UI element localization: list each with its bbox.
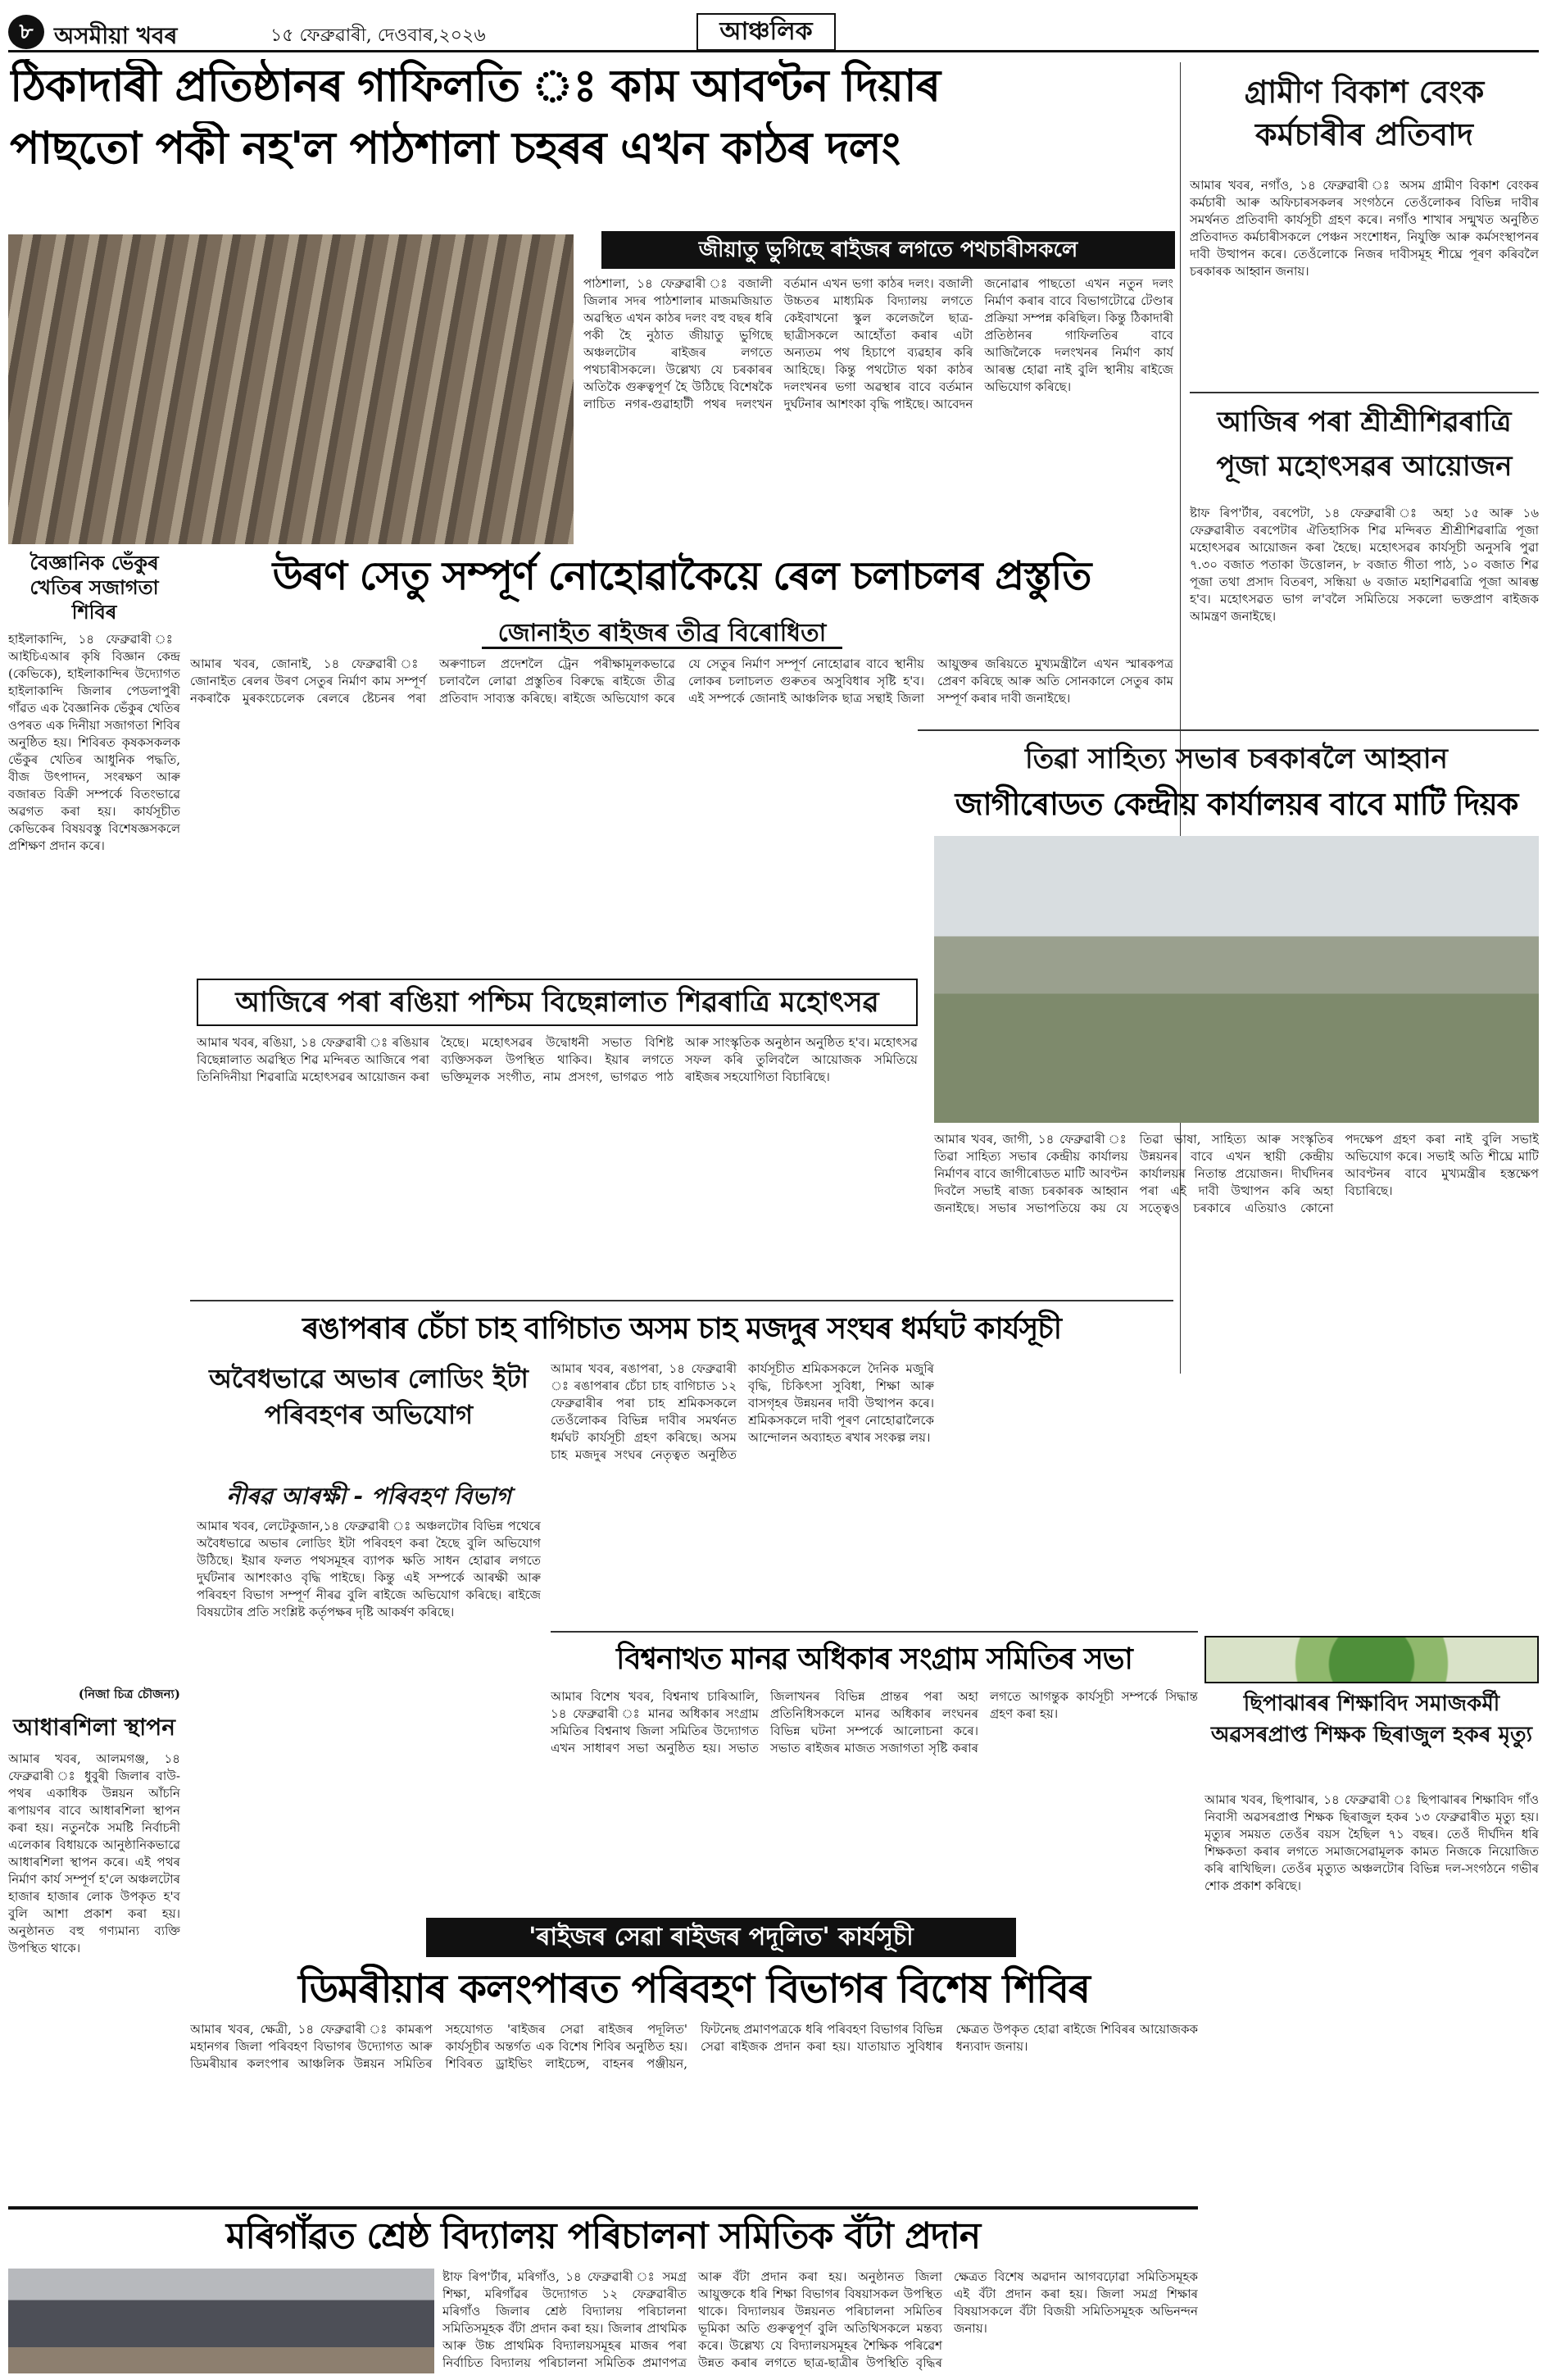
lead-body: পাঠশালা, ১৪ ফেব্ৰুৱাৰী ঃ বজালী জিলাৰ সদৰ পাঠশালাৰ মাজমজিয়াত অৱস্থিত এখন কাঠৰ দলং বহু বছৰ ধৰি পকী হৈ নুঠাত জীয়াতু ভুগিছে অঞ্চলটোৰ ৰাইজৰ লগতে পথচাৰীসকলে। উল্লেখ্য যে চৰকাৰৰ অতিকৈ গুৰুত্বপূৰ্ণ হৈ উঠিছে বিশেষকৈ লাচিত নগৰ-গুৱাহাটী পথৰ দলংখন বৰ্তমান এখন ভগা কাঠৰ দলং। বজালী উচ্চতৰ মাধ্যমিক বিদ্যালয় লগতে কেইবাখনো স্কুল কলেজলৈ ছাত্ৰ-ছাত্ৰীসকলে আহোঁতা কৰাৰ এটা অন্যতম পথ হিচাপে ব্যৱহাৰ কৰি আহিছে। কিন্তু পথটোত থকা কাঠৰ দলংখনৰ ভগা অৱস্থাৰ বাবে বৰ্তমান দুৰ্ঘটনাৰ আশংকা বৃদ্ধি পাইছে। আবেদন জনোৱাৰ পাছতো এখন নতুন দলং নিৰ্মাণ কৰাৰ বাবে বিভাগটোৱে টেণ্ডাৰ প্ৰক্ৰিয়া সম্পন্ন কৰিছিল। কিন্তু ঠিকাদাৰী প্ৰতিষ্ঠানৰ গাফিলতিৰ বাবে আজিলৈকে দলংখনৰ নিৰ্মাণ কাৰ্য আৰম্ভ হোৱা নাই বুলি স্থানীয় ৰাইজে অভিযোগ কৰিছে।: [583, 276, 1173, 411]
programme-headline: ডিমৰীয়াৰ কলংপাৰত পৰিবহণ বিভাগৰ বিশেষ শিবিৰ: [298, 1966, 1090, 2012]
lead-photo-wooden-bridge: [8, 234, 574, 544]
tiwa-photo-land: [934, 836, 1539, 1123]
overload-subheadline: নীৰৱ আৰক্ষী - পৰিবহণ বিভাগ: [226, 1483, 511, 1510]
bridge-body: আমাৰ খবৰ, জোনাই, ১৪ ফেব্ৰুৱাৰী ঃ জোনাইত ৰেলৰ উৰণ সেতুৰ নিৰ্মাণ কাম সম্পূৰ্ণ নকৰাকৈ মুৰকংচেলেক ৰেলৰে ষ্টেচনৰ পৰা অৰুণাচল প্ৰদেশলৈ ট্ৰেন পৰীক্ষামূলকভাৱে চলাবলৈ লোৱা প্ৰস্তুতিৰ বিৰুদ্ধে ৰাইজে তীব্ৰ প্ৰতিবাদ সাব্যস্ত কৰিছে। ৰাইজে অভিযোগ কৰে যে সেতুৰ নিৰ্মাণ সম্পূৰ্ণ নোহোৱাৰ বাবে স্থানীয় লোকৰ চলাচলত গুৰুতৰ অসুবিধাৰ সৃষ্টি হ'ব। এই সম্পৰ্কে জোনাই আঞ্চলিক ছাত্ৰ সন্থাই জিলা আয়ুক্তৰ জৰিয়তে মুখ্যমন্ত্ৰীলৈ এখন স্মাৰকপত্ৰ প্ৰেৰণ কৰিছে আৰু অতি সোনকালে সেতুৰ কাম সম্পূৰ্ণ কৰাৰ দাবী জনাইছে।: [190, 656, 1173, 706]
tea-headline: ৰঙাপৰাৰ চেঁচা চাহ বাগিচাত অসম চাহ মজদুৰ সংঘৰ ধৰ্মঘট কাৰ্যসূচী: [302, 1312, 1062, 1346]
overload-headline: অবৈধভাৱে অভাৰ লোডিং ইটা পৰিবহণৰ অভিযোগ: [209, 1363, 529, 1430]
divider: [1190, 392, 1539, 393]
obituary-body: আমাৰ খবৰ, ছিপাঝাৰ, ১৪ ফেব্ৰুৱাৰী ঃ ছিপাঝাৰৰ শিক্ষাবিদ গাঁও নিবাসী অৱসৰপ্ৰাপ্ত শিক্ষক ছিৰাজুল হকৰ ১৩ ফেব্ৰুৱাৰীত মৃত্যু হয়। মৃত্যুৰ সময়ত তেওঁৰ বয়স হৈছিল ৭১ বছৰ। তেওঁ দীৰ্ঘদিন ধৰি শিক্ষকতা কৰাৰ লগতে সমাজসেৱামূলক কামত নিজকে নিয়োজিত কৰি ৰাখিছিল। তেওঁৰ মৃত্যুত অঞ্চলটোৰ বিভিন্ন দল-সংগঠনে গভীৰ শোক প্ৰকাশ কৰিছে।: [1204, 1792, 1539, 1893]
lead-subheadline: জীয়াতু ভুগিছে ৰাইজৰ লগতে পথচাৰীসকলে: [601, 231, 1175, 269]
overload-body: আমাৰ খবৰ, লেটেকুজান,১৪ ফেব্ৰুৱাৰী ঃ অঞ্চলটোৰ বিভিন্ন পথেৰে অবৈধভাৱে অভাৰ লোডিং ইটা পৰিবহণ কৰা হৈছে বুলি অভিযোগ উঠিছে। ইয়াৰ ফলত পথসমূহৰ ব্যাপক ক্ষতি সাধন হোৱাৰ লগতে দুৰ্ঘটনাৰ আশংকাও বৃদ্ধি পাইছে। কিন্তু এই সম্পৰ্কে আৰক্ষী আৰু পৰিবহণ বিভাগ সম্পূৰ্ণ নীৰৱ বুলি ৰাইজে অভিযোগ কৰিছে। ৰাইজে বিষয়টোৰ প্ৰতি সংশ্লিষ্ট কৰ্তৃপক্ষৰ দৃষ্টি আকৰ্ষণ কৰিছে।: [197, 1519, 541, 1619]
tiwa-headline-2: জাগীৰোডত কেন্দ্ৰীয় কাৰ্যালয়ৰ বাবে মাটি দিয়ক: [955, 786, 1518, 822]
rangia-headline-box: [197, 979, 918, 1026]
photo-credit: (নিজা চিত্ৰ চৌজন্য): [78, 1687, 180, 1701]
obituary-photo: [1206, 1637, 1537, 1682]
rural-bank-headline: গ্ৰামীণ বিকাশ বেংক কৰ্মচাৰীৰ প্ৰতিবাদ: [1244, 74, 1485, 152]
programme-banner: 'ৰাইজৰ সেৱা ৰাইজৰ পদূলিত' কাৰ্যসূচী: [426, 1918, 1016, 1957]
shivratri-body: ষ্টাফ ৰিপ'ৰ্টাৰ, বৰপেটা, ১৪ ফেব্ৰুৱাৰী ঃ অহা ১৫ আৰু ১৬ ফেব্ৰুৱাৰীত বৰপেটাৰ ঐতিহাসিক শিৱ মন্দিৰত শ্ৰীশ্ৰীশিৱৰাত্ৰি পূজা মহোৎসৱৰ আয়োজন কৰা হৈছে। মহোৎসৱৰ কাৰ্যসূচী অনুসৰি পুৱা ৭.৩০ বজাত পতাকা উত্তোলন, ৮ বজাত গীতা পাঠ, ১০ বজাত শিৱ পূজা তথা প্ৰসাদ বিতৰণ, সন্ধিয়া ৬ বজাত মহাশিৱৰাত্ৰি পূজা আৰম্ভ হ'ব। মহোৎসৱত ভাগ ল'বলৈ সমিতিয়ে সকলো ভক্তপ্ৰাণ ৰাইজক আমন্ত্ৰণ জনাইছে।: [1190, 506, 1539, 624]
divider: [918, 729, 1539, 731]
morigaon-body: ষ্টাফ ৰিপ'ৰ্টাৰ, মৰিগাঁও, ১৪ ফেব্ৰুৱাৰী ঃ সমগ্ৰ শিক্ষা, মৰিগাঁৱৰ উদ্যোগত ১২ ফেব্ৰুৱাৰীত মৰিগাঁও জিলাৰ শ্ৰেষ্ঠ বিদ্যালয় পৰিচালনা সমিতিসমূহক বঁটা প্ৰদান কৰা হয়। জিলাৰ প্ৰাথমিক আৰু উচ্চ প্ৰাথমিক বিদ্যালয়সমূহৰ মাজৰ পৰা নিৰ্বাচিত বিদ্যালয় পৰিচালনা সমিতিক প্ৰমাণপত্ৰ আৰু বঁটা প্ৰদান কৰা হয়। অনুষ্ঠানত জিলা আয়ুক্তকে ধৰি শিক্ষা বিভাগৰ বিষয়াসকল উপস্থিত থাকে। বিদ্যালয়ৰ উন্নয়নত পৰিচালনা সমিতিৰ ভূমিকা অতি গুৰুত্বপূৰ্ণ বুলি অতিথিসকলে মন্তব্য কৰে। উল্লেখ্য যে বিদ্যালয়সমূহৰ শৈক্ষিক পৰিৱেশ উন্নত কৰাৰ লগতে ছাত্ৰ-ছাত্ৰীৰ উপস্থিতি বৃদ্ধিৰ ক্ষেত্ৰত বিশেষ অৱদান আগবঢ়োৱা সমিতিসমূহক এই বঁটা প্ৰদান কৰা হয়। জিলা সমগ্ৰ শিক্ষাৰ বিষয়াসকলে বঁটা বিজয়ী সমিতিসমূহক অভিনন্দন জনায়।: [442, 2269, 1198, 2370]
divider: [190, 1300, 1173, 1301]
scientific-headline: বৈজ্ঞানিক ভেঁকুৰ খেতিৰ সজাগতা শিবিৰ: [29, 552, 159, 624]
tea-body: আমাৰ খবৰ, ৰঙাপৰা, ১৪ ফেব্ৰুৱাৰী ঃ ৰঙাপৰাৰ চেঁচা চাহ বাগিচাত ১২ ফেব্ৰুৱাৰীৰ পৰা চাহ শ্ৰমিকসকলে তেওঁলোকৰ বিভিন্ন দাবীৰ সমৰ্থনত ধৰ্মঘট কাৰ্যসূচী গ্ৰহণ কৰিছে। অসম চাহ মজদুৰ সংঘৰ নেতৃত্বত অনুষ্ঠিত কাৰ্যসূচীত শ্ৰমিকসকলে দৈনিক মজুৰি বৃদ্ধি, চিকিৎসা সুবিধা, শিক্ষা আৰু বাসগৃহৰ উন্নয়নৰ দাবী উত্থাপন কৰে। শ্ৰমিকসকলে দাবী পূৰণ নোহোৱালৈকে আন্দোলন অব্যাহত ৰখাৰ সংকল্প লয়।: [551, 1361, 934, 1462]
masthead: [8, 11, 1539, 52]
divider: [551, 1631, 1198, 1633]
section-label: আঞ্চলিক: [696, 13, 836, 51]
rangia-body: আমাৰ খবৰ, ৰঙিয়া, ১৪ ফেব্ৰুৱাৰী ঃ ৰঙিয়াৰ বিছেন্নালাত অৱস্থিত শিৱ মন্দিৰত আজিৰে পৰা তিনিদিনীয়া শিৱৰাত্ৰি মহোৎসৱৰ আয়োজন কৰা হৈছে। মহোৎসৱৰ উদ্বোধনী সভাত বিশিষ্ট ব্যক্তিসকল উপস্থিত থাকিব। ইয়াৰ লগতে ভক্তিমূলক সংগীত, নাম প্ৰসংগ, ভাগৱত পাঠ আৰু সাংস্কৃতিক অনুষ্ঠান অনুষ্ঠিত হ'ব। মহোৎসৱ সফল কৰি তুলিবলৈ আয়োজক সমিতিয়ে ৰাইজৰ সহযোগিতা বিচাৰিছে।: [197, 1035, 918, 1084]
scientific-body: হাইলাকান্দি, ১৪ ফেব্ৰুৱাৰী ঃ আইচিএআৰ কৃষি বিজ্ঞান কেন্দ্ৰ (কেভিকে), হাইলাকান্দিৰ উদ্যোগত হাইলাকান্দি জিলাৰ পেডলাপুৰী গাঁৱত এক বৈজ্ঞানিক ভেঁকুৰ খেতিৰ ওপৰত এক দিনীয়া সজাগতা শিবিৰ অনুষ্ঠিত হয়। শিবিৰত কৃষকসকলক ভেঁকুৰ খেতিৰ আধুনিক পদ্ধতি, বীজ উৎপাদন, সংৰক্ষণ আৰু বজাৰত বিক্ৰী সম্পৰ্কে বিতংভাৱে অৱগত কৰা হয়। কাৰ্যসূচীত কেভিকেৰ বিষয়বস্তু বিশেষজ্ঞসকলে প্ৰশিক্ষণ প্ৰদান কৰে।: [8, 632, 180, 853]
morigaon-headline: মৰিগাঁৱত শ্ৰেষ্ঠ বিদ্যালয় পৰিচালনা সমিতিক বঁটা প্ৰদান: [225, 2215, 981, 2257]
obituary-headline: ছিপাঝাৰৰ শিক্ষাবিদ সমাজকৰ্মী অৱসৰপ্ৰাপ্ত শিক্ষক ছিৰাজুল হকৰ মৃত্যু: [1210, 1692, 1533, 1747]
divider: [8, 2206, 1198, 2210]
human-rights-body: আমাৰ বিশেষ খবৰ, বিশ্বনাথ চাৰিআলি, ১৪ ফেব্ৰুৱাৰী ঃ মানৱ অধিকাৰ সংগ্ৰাম সমিতিৰ বিশ্বনাথ জিলা সমিতিৰ উদ্যোগত এখন সাধাৰণ সভা অনুষ্ঠিত হয়। সভাত জিলাখনৰ বিভিন্ন প্ৰান্তৰ পৰা অহা প্ৰতিনিধিসকলে মানৱ অধিকাৰ লংঘনৰ বিভিন্ন ঘটনা সম্পৰ্কে আলোচনা কৰে। সভাত ৰাইজৰ মাজত সজাগতা সৃষ্টি কৰাৰ লগতে আগন্তুক কাৰ্যসূচী সম্পৰ্কে সিদ্ধান্ত গ্ৰহণ কৰা হয়।: [551, 1689, 1198, 1755]
page-number: ৮: [8, 15, 44, 49]
tiwa-headline: তিৱা সাহিত্য সভাৰ চৰকাৰলৈ আহ্বান: [1025, 743, 1448, 775]
lead-headline-1: ঠিকাদাৰী প্ৰতিষ্ঠানৰ গাফিলতি ঃ কাম আবণ্টন দিয়াৰ: [10, 60, 941, 111]
morigaon-photo-award: [8, 2269, 434, 2373]
lead-headline-2: পাছতো পকী নহ'ল পাঠশালা চহৰৰ এখন কাঠৰ দলং: [10, 122, 901, 174]
bridge-subheadline: জোনাইত ৰাইজৰ তীব্ৰ বিৰোধিতা: [482, 613, 842, 649]
issue-date: ১৫ ফেব্ৰুৱাৰী, দেওবাৰ,২০২৬: [270, 25, 486, 46]
rural-bank-body: আমাৰ খবৰ, নগাঁও, ১৪ ফেব্ৰুৱাৰী ঃ অসম গ্ৰামীণ বিকাশ বেংকৰ কৰ্মচাৰী আৰু অফিচাৰসকলৰ সংগঠনে তেওঁলোকৰ বিভিন্ন দাবীৰ সমৰ্থনত প্ৰতিবাদী কাৰ্যসূচী গ্ৰহণ কৰে। নগাঁও শাখাৰ সন্মুখত অনুষ্ঠিত প্ৰতিবাদত কৰ্মচাৰীসকলে পেঞ্চন সংশোধন, নিযুক্তি আৰু কৰ্মসংস্থাপনৰ দাবী উত্থাপন কৰে। তেওঁলোকে নিজৰ দাবীসমূহ শীঘ্ৰে পূৰণ কৰিবলৈ চৰকাৰক আহ্বান জনায়।: [1190, 178, 1539, 279]
foundation-headline: আধাৰশিলা স্থাপন: [13, 1714, 175, 1741]
shivratri-headline: আজিৰ পৰা শ্ৰীশ্ৰীশিৱৰাত্ৰি পূজা মহোৎসৱৰ আয়োজন: [1216, 406, 1513, 483]
paper-name: অসমীয়া খবৰ: [54, 22, 178, 49]
human-rights-headline: বিশ্বনাথত মানৱ অধিকাৰ সংগ্ৰাম সমিতিৰ সভা: [616, 1642, 1132, 1676]
tiwa-body: আমাৰ খবৰ, জাগী, ১৪ ফেব্ৰুৱাৰী ঃ তিৱা সাহিত্য সভাৰ কেন্দ্ৰীয় কাৰ্যালয় নিৰ্মাণৰ বাবে জাগীৰোডত মাটি আবণ্টন দিবলৈ সভাই ৰাজ্য চৰকাৰক আহ্বান জনাইছে। সভাৰ সভাপতিয়ে কয় যে তিৱা ভাষা, সাহিত্য আৰু সংস্কৃতিৰ উন্নয়নৰ বাবে এখন স্থায়ী কেন্দ্ৰীয় কাৰ্যালয়ৰ নিতান্ত প্ৰয়োজন। দীৰ্ঘদিনৰ পৰা এই দাবী উত্থাপন কৰি অহা সত্ত্বেও চৰকাৰে এতিয়াও কোনো পদক্ষেপ গ্ৰহণ কৰা নাই বুলি সভাই অভিযোগ কৰে। সভাই অতি শীঘ্ৰে মাটি আবণ্টনৰ বাবে মুখ্যমন্ত্ৰীৰ হস্তক্ষেপ বিচাৰিছে।: [934, 1132, 1539, 1215]
programme-body: আমাৰ খবৰ, ক্ষেত্ৰী, ১৪ ফেব্ৰুৱাৰী ঃ কামৰূপ মহানগৰ জিলা পৰিবহণ বিভাগৰ উদ্যোগত আৰু ডিমৰীয়াৰ কলংপাৰ আঞ্চলিক উন্নয়ন সমিতিৰ সহযোগত 'ৰাইজৰ সেৱা ৰাইজৰ পদূলিত' কাৰ্যসূচীৰ অন্তৰ্গত এক বিশেষ শিবিৰ অনুষ্ঠিত হয়। শিবিৰত ড্ৰাইভিং লাইচেন্স, বাহনৰ পঞ্জীয়ন, ফিটনেছ প্ৰমাণপত্ৰকে ধৰি পৰিবহণ বিভাগৰ বিভিন্ন সেৱা ৰাইজক প্ৰদান কৰা হয়। যাতায়াত সুবিধাৰ ক্ষেত্ৰত উপকৃত হোৱা ৰাইজে শিবিৰৰ আয়োজকক ধন্যবাদ জনায়।: [190, 2022, 1198, 2071]
obituary-photo-box: [1204, 1636, 1539, 1683]
rangia-headline: আজিৰে পৰা ৰঙিয়া পশ্চিম বিছেন্নালাত শিৱৰাত্ৰি মহোৎসৱ: [235, 986, 879, 1019]
bridge-headline: উৰণ সেতু সম্পূৰ্ণ নোহোৱাকৈয়ে ৰেল চলাচলৰ প্ৰস্তুতি: [272, 553, 1091, 599]
foundation-body: আমাৰ খবৰ, আলমগঞ্জ, ১৪ ফেব্ৰুৱাৰী ঃ ধুবুৰী জিলাৰ বাউ-পথৰ একাধিক উন্নয়ন আঁচনি ৰূপায়ণৰ বাবে আধাৰশিলা স্থাপন কৰা হয়। নতুনকৈ সমষ্টি নিৰ্বাচনী এলেকাৰ বিধায়কে আনুষ্ঠানিকভাৱে আধাৰশিলা স্থাপন কৰে। এই পথৰ নিৰ্মাণ কাৰ্য সম্পূৰ্ণ হ'লে অঞ্চলটোৰ হাজাৰ হাজাৰ লোক উপকৃত হ'ব বুলি আশা প্ৰকাশ কৰা হয়। অনুষ্ঠানত বহু গণ্যমান্য ব্যক্তি উপস্থিত থাকে।: [8, 1751, 180, 1955]
